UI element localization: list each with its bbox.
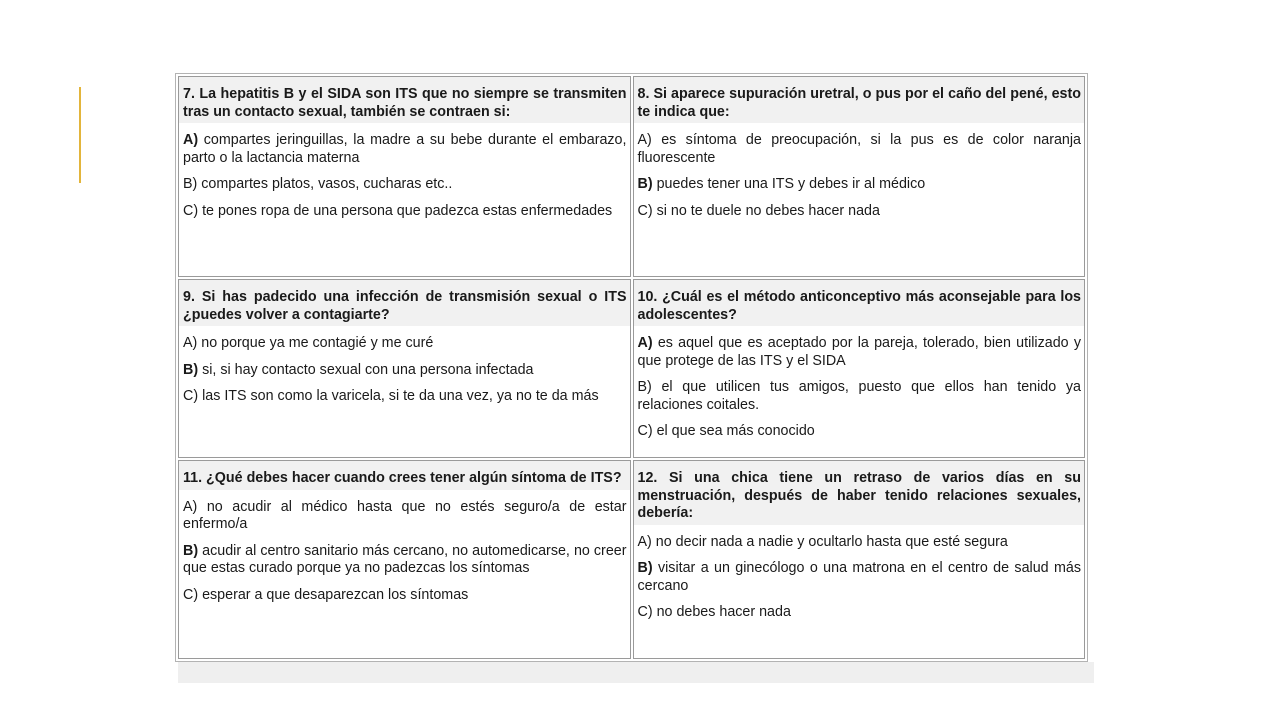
option-text: acudir al centro sanitario más cercano, no automedicarse, no creer que estas curado porque ya no padezcas los síntomas — [183, 542, 627, 576]
question-cell-8 — [633, 76, 1086, 277]
option-letter: A) — [637, 533, 652, 550]
option-a — [634, 132, 1085, 167]
option-c — [179, 203, 630, 221]
option-text: esperar a que desaparezcan los síntomas — [198, 586, 469, 603]
option-letter: B) — [637, 176, 653, 192]
option-letter: A) — [183, 132, 199, 148]
question-cell-12 — [633, 460, 1086, 659]
option-b — [634, 176, 1085, 194]
option-letter: B) — [183, 361, 199, 378]
option-letter: B) — [183, 176, 198, 192]
question-title: 10. ¿Cuál es el método anticonceptivo más aconsejable para los adolescentes? — [634, 280, 1085, 326]
option-a — [634, 335, 1085, 370]
question-title: 8. Si aparece supuración uretral, o pus por el caño del pené, esto te indica que: — [634, 77, 1085, 123]
option-b — [179, 176, 630, 194]
question-title: 9. Si has padecido una infección de transmisión sexual o ITS ¿puedes volver a contagiarte? — [179, 280, 630, 326]
option-text: visitar a un ginecólogo o una matrona en el centro de salud más cercano — [637, 560, 1081, 594]
option-text: no debes hacer nada — [652, 604, 791, 620]
option-letter: B) — [637, 379, 652, 395]
question-cell-11 — [178, 460, 631, 659]
option-text: compartes jeringuillas, la madre a su bebe durante el embarazo, parto o la lactancia materna — [183, 132, 627, 166]
question-cell-10 — [633, 279, 1086, 458]
question-title: 12. Si una chica tiene un retraso de varios días en su menstruación, después de haber tenido relaciones sexuales, debería: — [634, 461, 1085, 525]
quiz-table — [175, 73, 1088, 662]
option-a — [179, 335, 630, 353]
option-letter: C) — [183, 388, 199, 404]
option-letter: C) — [183, 586, 199, 603]
option-text: no decir nada a nadie y ocultarlo hasta que esté segura — [651, 533, 1008, 550]
option-text: puedes tener una ITS y debes ir al médico — [652, 176, 926, 192]
option-text: las ITS son como la varicela, si te da una vez, ya no te da más — [198, 388, 599, 404]
option-letter: C) — [637, 202, 653, 219]
question-cell-9 — [178, 279, 631, 458]
option-letter: C) — [183, 202, 199, 219]
option-c — [634, 203, 1085, 221]
option-text: el que sea más conocido — [652, 423, 815, 439]
option-b — [179, 362, 630, 380]
accent-line — [79, 87, 81, 183]
option-c — [179, 587, 630, 605]
table-shadow — [178, 662, 1094, 683]
option-a — [179, 499, 630, 534]
option-c — [634, 423, 1085, 441]
option-text: no porque ya me contagié y me curé — [197, 335, 434, 351]
option-text: el que utilicen tus amigos, puesto que ellos han tenido ya relaciones coitales. — [637, 379, 1081, 413]
option-letter: A) — [183, 335, 198, 351]
question-title: 11. ¿Qué debes hacer cuando crees tener algún síntoma de ITS? — [179, 461, 630, 490]
option-letter: C) — [637, 423, 653, 439]
option-text: te pones ropa de una persona que padezca estas enfermedades — [198, 202, 613, 219]
option-letter: B) — [183, 542, 199, 559]
option-text: es síntoma de preocupación, si la pus es de color naranja fluorescente — [637, 132, 1081, 166]
question-cell-7 — [178, 76, 631, 277]
option-c — [634, 604, 1085, 622]
option-text: si, si hay contacto sexual con una persona infectada — [198, 361, 534, 378]
option-a — [634, 534, 1085, 552]
option-letter: A) — [183, 498, 198, 515]
option-text: no acudir al médico hasta que no estés seguro/a de estar enfermo/a — [183, 498, 627, 532]
option-text: es aquel que es aceptado por la pareja, tolerado, bien utilizado y que protege de las ITS y el SIDA — [637, 335, 1081, 369]
option-b — [634, 379, 1085, 414]
option-b — [634, 560, 1085, 595]
option-a — [179, 132, 630, 167]
option-text: si no te duele no debes hacer nada — [652, 202, 880, 219]
question-title: 7. La hepatitis B y el SIDA son ITS que no siempre se transmiten tras un contacto sexual, también se contraen si: — [179, 77, 630, 123]
option-letter: C) — [637, 604, 653, 620]
option-c — [179, 388, 630, 406]
option-b — [179, 543, 630, 578]
option-letter: A) — [637, 335, 653, 351]
option-letter: B) — [637, 560, 653, 576]
option-text: compartes platos, vasos, cucharas etc.. — [197, 176, 453, 192]
option-letter: A) — [637, 132, 652, 148]
